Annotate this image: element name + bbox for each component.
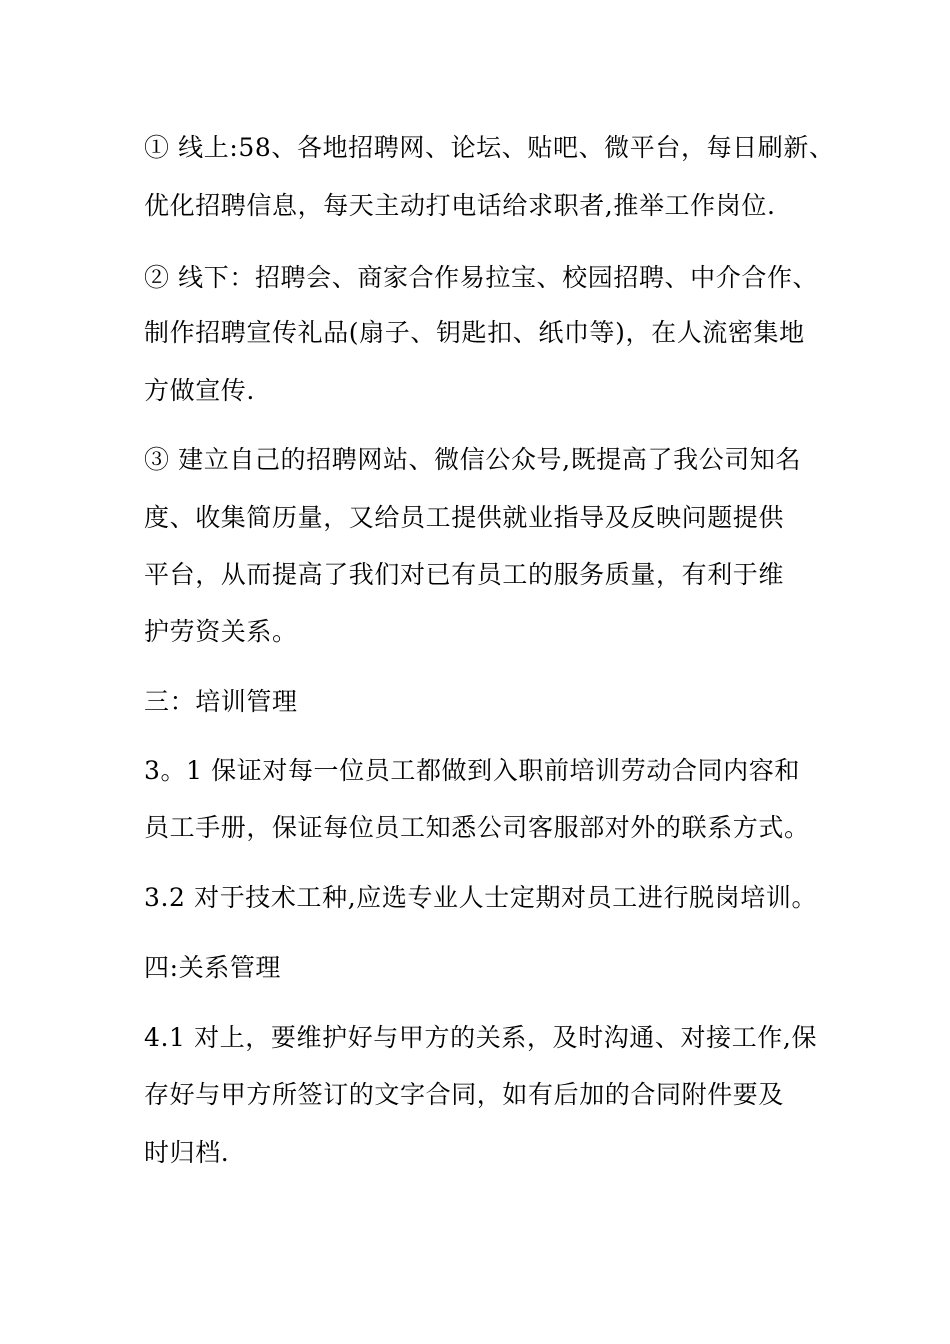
text-line: 3.2 对于技术工种,应选专业人士定期对员工进行脱岗培训。 bbox=[144, 883, 818, 912]
text-line: 员工手册，保证每位员工知悉公司客服部对外的联系方式。 bbox=[144, 813, 810, 842]
text-line: 平台，从而提高了我们对已有员工的服务质量，有利于维 bbox=[144, 560, 785, 589]
text-line: 制作招聘宣传礼品(扇子、钥匙扣、纸巾等)，在人流密集地 bbox=[144, 318, 805, 347]
text-line: 度、收集简历量，又给员工提供就业指导及反映问题提供 bbox=[144, 503, 785, 532]
text-line: 优化招聘信息，每天主动打电话给求职者,推举工作岗位. bbox=[144, 191, 776, 220]
text-line: 3。1 保证对每一位员工都做到入职前培训劳动合同内容和 bbox=[144, 756, 800, 785]
text-line: 时归档. bbox=[144, 1138, 230, 1167]
section-heading: 三：培训管理 bbox=[144, 687, 298, 716]
text-line: 方做宣传. bbox=[144, 376, 255, 405]
text-line: 存好与甲方所签订的文字合同，如有后加的合同附件要及 bbox=[144, 1080, 785, 1109]
section-heading: 四:关系管理 bbox=[144, 953, 282, 982]
text-line: 4.1 对上，要维护好与甲方的关系，及时沟通、对接工作,保 bbox=[144, 1023, 818, 1052]
text-line: ③ 建立自己的招聘网站、微信公众号,既提高了我公司知名 bbox=[144, 445, 802, 474]
text-line: 护劳资关系。 bbox=[144, 617, 298, 646]
text-line: ① 线上:58、各地招聘网、论坛、贴吧、微平台，每日刷新、 bbox=[144, 133, 835, 162]
text-line: ② 线下：招聘会、商家合作易拉宝、校园招聘、中介合作、 bbox=[144, 263, 819, 292]
